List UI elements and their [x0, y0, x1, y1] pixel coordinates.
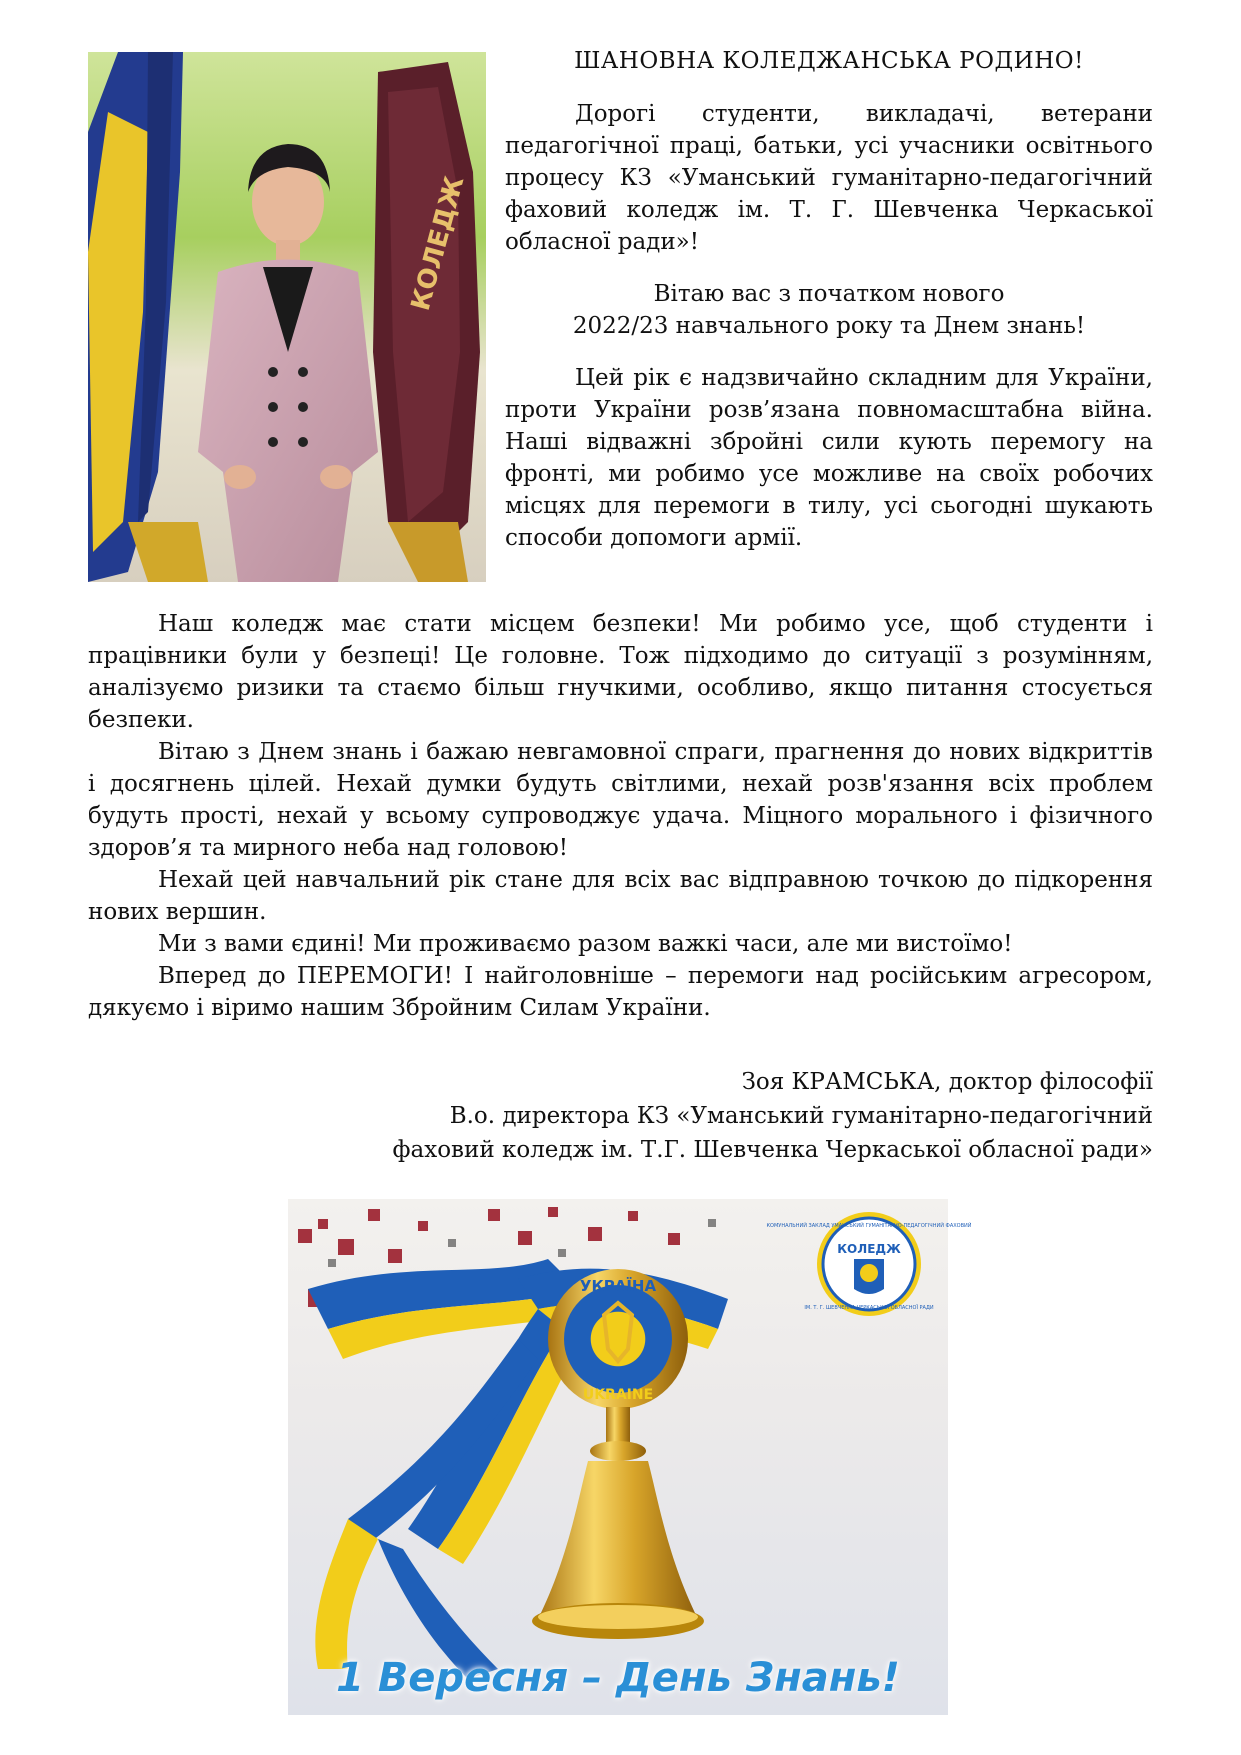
bell-label-bottom: UKRAINE [582, 1387, 654, 1403]
war-paragraph: Цей рік є надзвичайно складним для України, проти України розв’язана повномасштабна війна. Наші відважні збройні сили кують перемогу на фронті, ми робимо усе можливе на своїх робочих місцях для перемоги в тилу, усі сьогодні шукають способи допомоги армії. [505, 365, 1153, 551]
greeting-line-1: Вітаю вас з початком нового [653, 281, 1005, 307]
portrait-illustration [88, 52, 486, 582]
signature-position-line-1: В.о. директора КЗ «Уманський гуманітарно-педагогічний [449, 1103, 1153, 1129]
college-logo [766, 1209, 972, 1319]
signature-position-line-2: фаховий коледж ім. Т.Г. Шевченка Черкаської обласної ради» [392, 1137, 1153, 1163]
intro-paragraph: Дорогі студенти, викладачі, ветерани педагогічної праці, батьки, усі учасники освітнього процесу КЗ «Уманський гуманітарно-педагогічний фаховий коледж ім. Т. Г. Шевченка Черкаської обласної ради»! [505, 101, 1153, 255]
image-caption: 1 Вересня – День Знань! [336, 1655, 900, 1701]
paragraph-victory: Вперед до ПЕРЕМОГИ! І найголовніше – перемоги над російським агресором, дякуємо і віримо нашим Збройним Силам України. [88, 963, 1153, 1021]
body-paragraphs [88, 608, 1153, 1024]
svg-text:КОЛЕДЖ: КОЛЕДЖ [405, 173, 471, 314]
greeting-line-2: 2022/23 навчального року та Днем знань! [572, 313, 1086, 339]
paragraph-wishes: Вітаю з Днем знань і бажаю невгамовної спраги, прагнення до нових відкриттів і досягнень цілей. Нехай думки будуть світлими, нехай розв'язання всіх проблем будуть прості, нехай у всьому супроводжує удача. Міцного морального і фізичного здоров’я та мирного неба над головою! [88, 739, 1153, 861]
logo-text: КОМУНАЛЬНИЙ ЗАКЛАД УМАНСЬКИЙ ГУМАНІТАРНО-ПЕДАГОГІЧНИЙ ФАХОВИЙ [766, 1223, 972, 1229]
greeting [505, 278, 1153, 342]
paragraph-safety: Наш коледж має стати місцем безпеки! Ми робимо усе, щоб студенти і працівники були у безпеці! Це головне. Тож підходимо до ситуації з розумінням, аналізуємо ризики та стаємо більш гнучкими, особливо, якщо питання стосується безпеки. [88, 611, 1153, 733]
director-portrait-photo [88, 52, 486, 582]
letter-heading: ШАНОВНА КОЛЕДЖАНСЬКА РОДИНО! [574, 48, 1084, 74]
knowledge-day-image [288, 1199, 972, 1715]
bell-label-top: УКРАЇНА [579, 1277, 657, 1295]
logo-word: КОЛЕДЖ [837, 1242, 901, 1256]
logo-sub: ІМ. Т. Г. ШЕВЧЕНКА ЧЕРКАСЬКОЇ ОБЛАСНОЇ РАДИ [804, 1305, 934, 1311]
signature-name: Зоя КРАМСЬКА, доктор філософії [741, 1069, 1153, 1095]
paragraph-new-year: Нехай цей навчальний рік стане для всіх вас відправною точкою до підкорення нових вершин. [88, 867, 1153, 925]
paragraph-unity: Ми з вами єдині! Ми проживаємо разом важкі часи, але ми вистоїмо! [158, 931, 1013, 957]
